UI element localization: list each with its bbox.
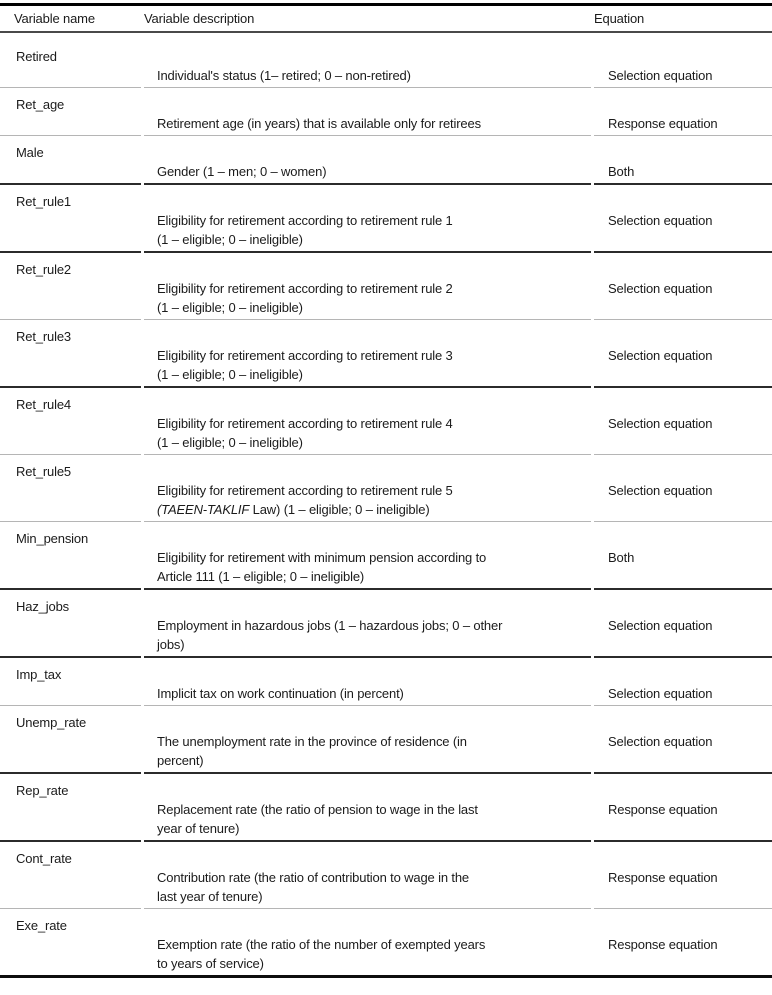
variable-name-cell: Male (0, 136, 141, 185)
description-line: Gender (1 – men; 0 – women) (157, 164, 327, 179)
variable-description-cell (144, 522, 591, 590)
description-line: last year of tenure) (157, 889, 263, 904)
description-line: year of tenure) (157, 821, 240, 836)
table-row (0, 136, 772, 185)
description-line: Eligibility for retirement according to retirement rule 2 (157, 281, 453, 296)
table-row (0, 774, 772, 842)
table-row (0, 590, 772, 658)
description-line: Implicit tax on work continuation (in percent) (157, 686, 404, 701)
table-header-row (0, 6, 772, 33)
table-row (0, 320, 772, 388)
description-line: Exemption rate (the ratio of the number of exempted years (157, 937, 486, 952)
column-header-variable-name: Variable name (14, 11, 95, 26)
table-row (0, 33, 772, 88)
variable-name-cell: Min_pension (0, 522, 141, 590)
variable-description-cell (144, 842, 591, 909)
variable-name-cell: Retired (0, 33, 141, 88)
variable-description-cell (144, 590, 591, 658)
variable-description-cell (144, 388, 591, 455)
table-row (0, 909, 772, 975)
variable-description-cell (144, 185, 591, 253)
description-line: Eligibility for retirement according to retirement rule 4 (157, 416, 453, 431)
description-line: jobs) (157, 637, 185, 652)
equation-cell: Selection equation (594, 706, 772, 774)
description-line: Eligibility for retirement according to retirement rule 5 (157, 483, 453, 498)
description-line: Eligibility for retirement according to retirement rule 1 (157, 213, 453, 228)
equation-cell: Selection equation (594, 388, 772, 455)
variable-description-cell (144, 658, 591, 706)
table-row (0, 706, 772, 774)
description-line (157, 500, 585, 519)
variable-description-cell (144, 33, 591, 88)
variable-description-cell (144, 774, 591, 842)
variable-description-cell (144, 909, 591, 975)
variable-name-cell: Ret_rule1 (0, 185, 141, 253)
variable-name-cell: Unemp_rate (0, 706, 141, 774)
table-row (0, 658, 772, 706)
table-row (0, 842, 772, 909)
description-line: The unemployment rate in the province of residence (in (157, 734, 467, 749)
variable-name-cell: Imp_tax (0, 658, 141, 706)
equation-cell: Response equation (594, 88, 772, 136)
variable-name-cell: Cont_rate (0, 842, 141, 909)
description-line: (1 – eligible; 0 – ineligible) (157, 435, 303, 450)
description-line: Individual's status (1– retired; 0 – non-retired) (157, 68, 411, 83)
description-line: (1 – eligible; 0 – ineligible) (157, 232, 303, 247)
description-line: Replacement rate (the ratio of pension to wage in the last (157, 802, 478, 817)
variable-name-cell: Ret_age (0, 88, 141, 136)
variable-description-cell (144, 136, 591, 185)
description-line: to years of service) (157, 956, 264, 971)
equation-cell: Selection equation (594, 320, 772, 388)
italic-law-name: (TAEEN-TAKLIF (157, 502, 250, 517)
description-line: Contribution rate (the ratio of contribution to wage in the (157, 870, 470, 885)
equation-cell: Selection equation (594, 33, 772, 88)
variable-name-cell: Ret_rule3 (0, 320, 141, 388)
variable-name-cell: Exe_rate (16, 918, 67, 933)
variable-description-cell (144, 455, 591, 522)
variable-name-cell: Rep_rate (0, 774, 141, 842)
variable-name-cell: Haz_jobs (0, 590, 141, 658)
equation-cell: Both (594, 522, 772, 590)
equation-cell: Selection equation (594, 590, 772, 658)
description-line: percent) (157, 753, 204, 768)
variable-name-cell: Ret_rule2 (0, 253, 141, 320)
variable-name-cell: Ret_rule4 (0, 388, 141, 455)
table-row (0, 253, 772, 320)
variables-table (0, 3, 772, 978)
equation-cell: Selection equation (594, 185, 772, 253)
equation-cell: Both (594, 136, 772, 185)
description-line: Eligibility for retirement according to retirement rule 3 (157, 348, 453, 363)
description-line: Retirement age (in years) that is available only for retirees (157, 116, 481, 131)
table-row (0, 388, 772, 455)
equation-cell: Selection equation (594, 455, 772, 522)
equation-cell: Response equation (608, 937, 718, 952)
variable-description-cell (144, 320, 591, 388)
variable-description-cell (144, 253, 591, 320)
description-line: Eligibility for retirement with minimum pension according to (157, 550, 487, 565)
variable-description-cell (144, 88, 591, 136)
equation-cell: Response equation (594, 774, 772, 842)
description-line: Employment in hazardous jobs (1 – hazardous jobs; 0 – other (157, 618, 503, 633)
column-header-equation: Equation (594, 11, 645, 26)
description-line: Article 111 (1 – eligible; 0 – ineligible) (157, 569, 365, 584)
variable-name-cell: Ret_rule5 (0, 455, 141, 522)
table-row (0, 455, 772, 522)
table-row (0, 185, 772, 253)
table-body (0, 33, 772, 975)
table-row (0, 522, 772, 590)
description-text: Law) (1 – eligible; 0 – ineligible) (249, 502, 430, 517)
variable-description-cell (144, 706, 591, 774)
equation-cell: Response equation (594, 842, 772, 909)
table-row (0, 88, 772, 136)
description-line: (1 – eligible; 0 – ineligible) (157, 367, 303, 382)
equation-cell: Selection equation (594, 658, 772, 706)
column-header-variable-description: Variable description (144, 11, 255, 26)
description-line: (1 – eligible; 0 – ineligible) (157, 300, 303, 315)
equation-cell: Selection equation (594, 253, 772, 320)
